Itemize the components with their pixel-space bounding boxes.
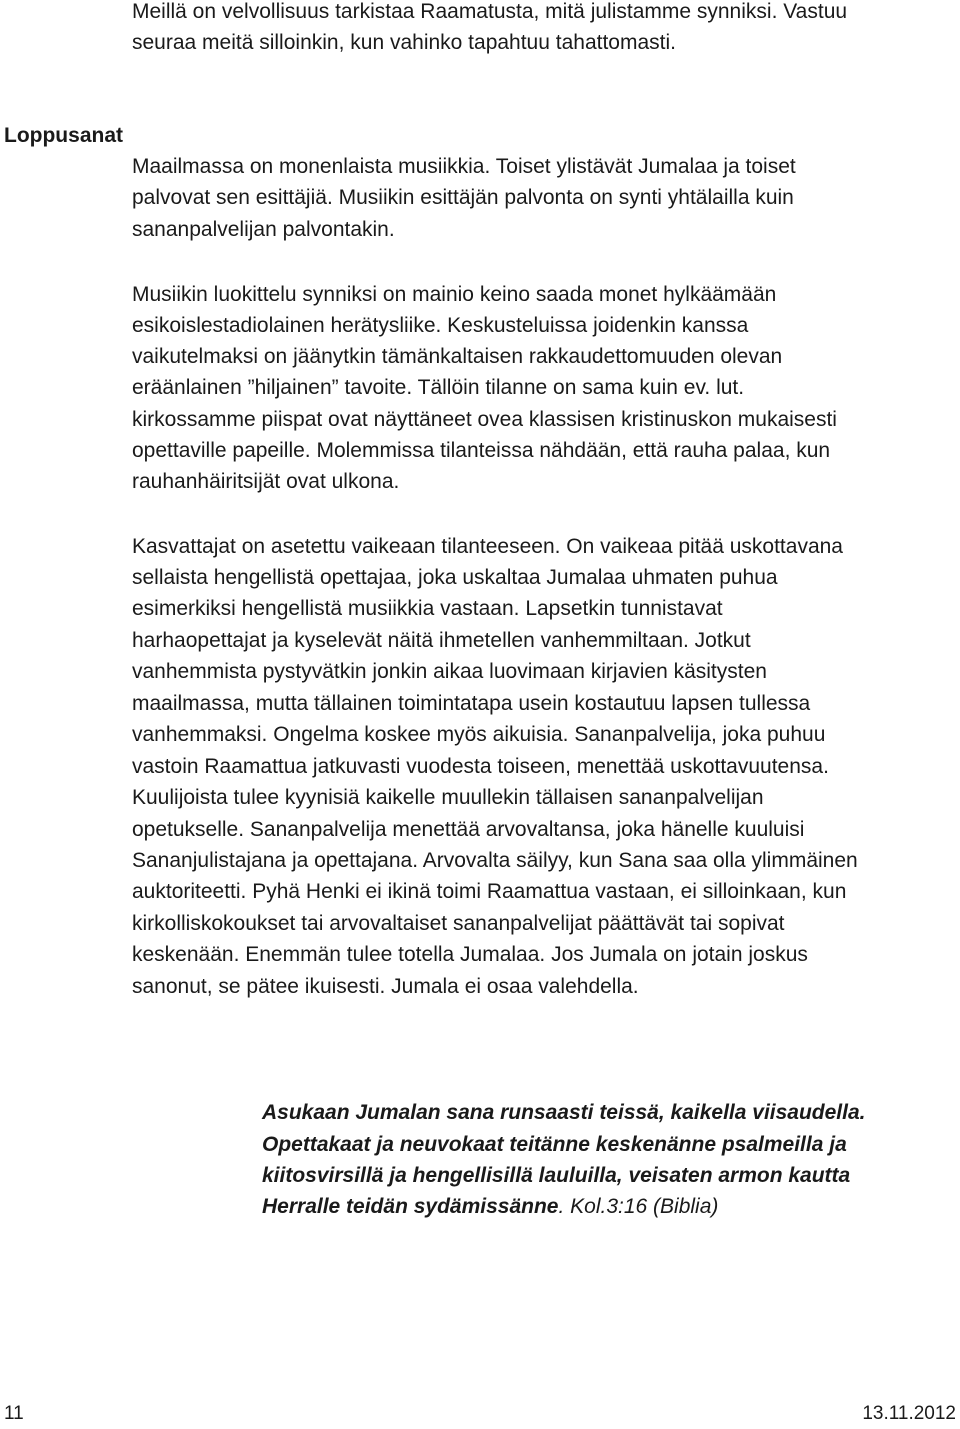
paragraph-line: opettaville papeille. Molemmissa tilanteissa nähdään, että rauha palaa, kun [132,439,831,462]
quote-text: Opettakaat ja neuvokaat teitänne keskenänne psalmeilla ja [262,1133,847,1156]
paragraph-line: auktoriteetti. Pyhä Henki ei ikinä toimi Raamattua vastaan, ei silloinkaan, kun [132,880,847,903]
paragraph-line: Musiikin luokittelu synniksi on mainio keino saada monet hylkäämään [132,283,777,306]
paragraph-line: vastoin Raamattua jatkuvasti vuodesta toiseen, menettää uskottavuutensa. [132,755,829,778]
section-heading: Loppusanat [4,124,123,147]
paragraph-line: vanhemmista pystyvätkin jonkin aikaa luovimaan kirjavien käsitysten [132,660,767,683]
quote-line [262,1160,850,1192]
paragraph-line: esikoislestadiolainen herätysliike. Keskusteluissa joidenkin kanssa [132,314,749,337]
paragraph-line: maailmassa, mutta tällainen toimintatapa usein kostautuu lapsen tullessa [132,692,811,715]
quote-reference: . Kol.3:16 (Biblia) [558,1195,719,1218]
quote-text: Asukaan Jumalan sana runsaasti teissä, kaikella viisaudella. [262,1101,866,1124]
quote-text: kiitosvirsillä ja hengellisillä lauluilla, veisaten armon kautta [262,1164,851,1187]
paragraph-line: sananpalvelijan palvontakin. [132,218,395,241]
paragraph-line: esimerkiksi hengellistä musiikkia vastaan. Lapsetkin tunnistavat [132,597,723,620]
paragraph-line: rauhanhäiritsijät ovat ulkona. [132,470,400,493]
paragraph-line: Maailmassa on monenlaista musiikkia. Toiset ylistävät Jumalaa ja toiset [132,155,796,178]
page-number: 11 [4,1403,24,1424]
quote-line [262,1097,865,1129]
paragraph-line: vanhemmaksi. Ongelma koskee myös aikuisia. Sananpalvelija, joka puhuu [132,723,826,746]
paragraph-line: Sananjulistajana ja opettajana. Arvovalta säilyy, kun Sana saa olla ylimmäinen [132,849,858,872]
quote-line [262,1191,718,1223]
quote-text: Herralle teidän sydämissänne [262,1195,559,1218]
paragraph-line: sellaista hengellistä opettajaa, joka uskaltaa Jumalaa uhmaten puhua [132,566,778,589]
paragraph-line: Kuulijoista tulee kyynisiä kaikelle muullekin tällaisen sananpalvelijan [132,786,764,809]
paragraph-line: Kasvattajat on asetettu vaikeaan tilanteeseen. On vaikeaa pitää uskottavana [132,535,843,558]
intro-line: Meillä on velvollisuus tarkistaa Raamatusta, mitä julistamme synniksi. Vastuu [132,0,848,23]
paragraph-line: opetukselle. Sananpalvelija menettää arvovaltansa, joka hänelle kuuluisi [132,818,805,841]
intro-line: seuraa meitä silloinkin, kun vahinko tapahtuu tahattomasti. [132,31,676,54]
paragraph-line: keskenään. Enemmän tulee totella Jumalaa. Jos Jumala on jotain joskus [132,943,808,966]
paragraph-line: sanonut, se pätee ikuisesti. Jumala ei osaa valehdella. [132,975,639,998]
paragraph-line: kirkossamme piispat ovat näyttäneet ovea klassisen kristinuskon mukaisesti [132,408,837,431]
paragraph-line: palvovat sen esittäjiä. Musiikin esittäjän palvonta on synti yhtälailla kuin [132,186,794,209]
footer-date: 13.11.2012 [862,1403,956,1424]
quote-line [262,1129,847,1161]
paragraph-line: vaikutelmaksi on jäänytkin tämänkaltaisen rakkaudettomuuden olevan [132,345,783,368]
paragraph-line: eräänlainen ”hiljainen” tavoite. Tällöin tilanne on sama kuin ev. lut. [132,376,745,399]
paragraph-line: harhaopettajat ja kyselevät näitä ihmetellen vanhemmiltaan. Jotkut [132,629,751,652]
paragraph-line: kirkolliskokoukset tai arvovaltaiset sananpalvelijat päättävät tai sopivat [132,912,785,935]
